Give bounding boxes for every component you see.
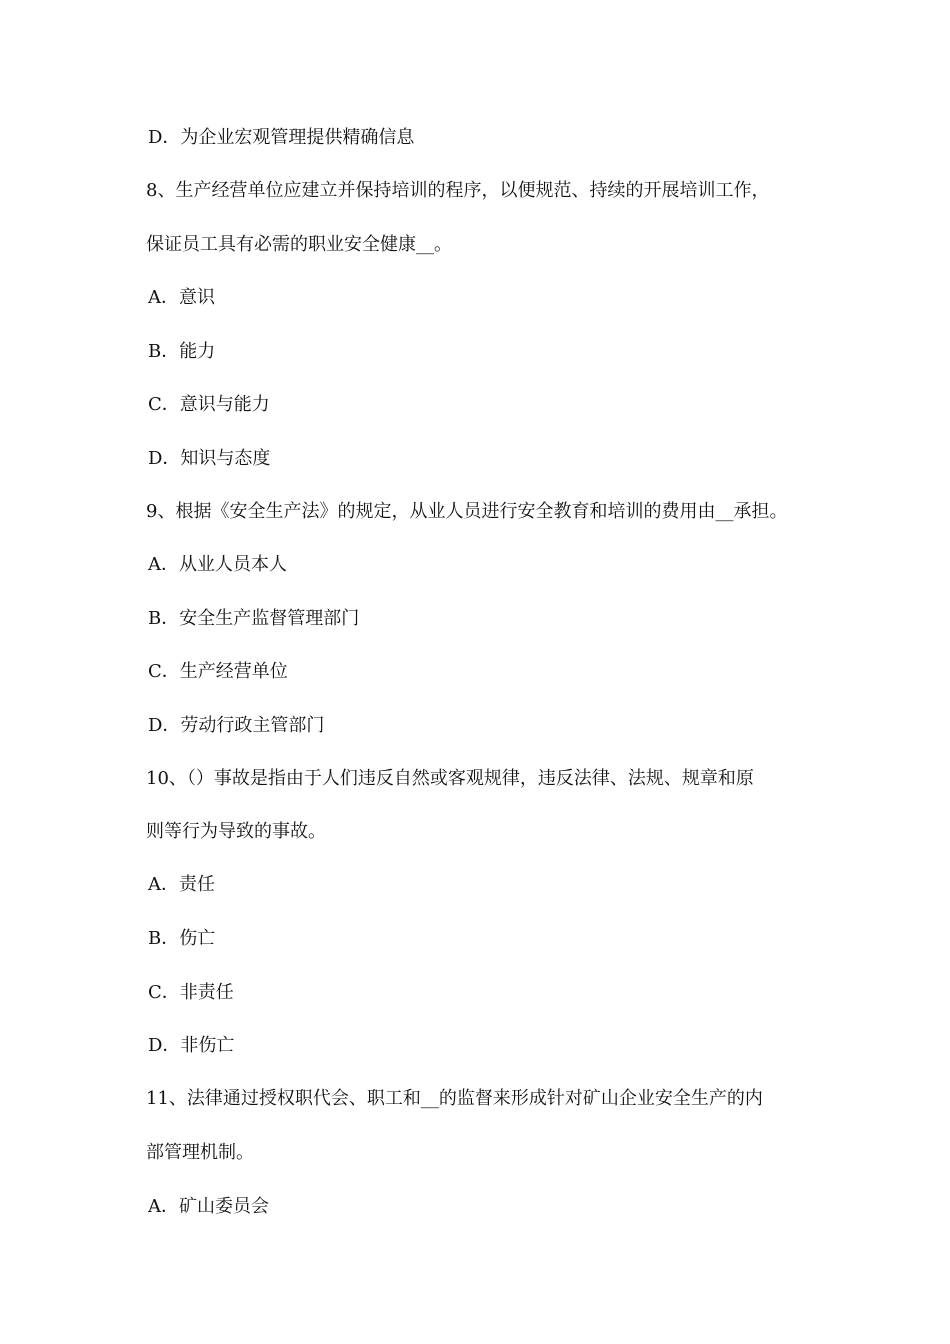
- q10-option-a: A．责任: [148, 874, 215, 895]
- q9-option-b: B．安全生产监督管理部门: [148, 608, 360, 629]
- q9-option-c: C．生产经营单位: [148, 661, 288, 682]
- q11-stem-line-1: 11、法律通过授权职代会、职工和__的监督来形成针对矿山企业安全生产的内: [146, 1088, 763, 1109]
- q9-option-d: D．劳动行政主管部门: [148, 715, 325, 736]
- q8-option-a: A．意识: [148, 287, 215, 308]
- q8-option-b: B．能力: [148, 341, 216, 362]
- q10-option-c: C．非责任: [148, 982, 234, 1003]
- q10-stem-line-1: 10、（）事故是指由于人们违反自然或客观规律，违反法律、法规、规章和原: [146, 768, 754, 789]
- q9-stem-line-1: 9、根据《安全生产法》的规定，从业人员进行安全教育和培训的费用由__承担。: [146, 501, 788, 522]
- q10-option-b: B．伤亡: [148, 928, 216, 949]
- q10-stem-line-2: 则等行为导致的事故。: [146, 821, 326, 842]
- q11-stem-line-2: 部管理机制。: [146, 1142, 254, 1163]
- q11-option-a: A．矿山委员会: [148, 1196, 269, 1217]
- q8-stem-line-1: 8、生产经营单位应建立并保持培训的程序，以便规范、持续的开展培训工作，: [146, 180, 770, 201]
- q8-option-c: C．意识与能力: [148, 394, 270, 415]
- q8-option-d: D．知识与态度: [148, 448, 271, 469]
- q10-option-d: D．非伤亡: [148, 1035, 235, 1056]
- q7-option-d: D．为企业宏观管理提供精确信息: [148, 127, 415, 148]
- q9-option-a: A．从业人员本人: [148, 554, 287, 575]
- q8-stem-line-2: 保证员工具有必需的职业安全健康__。: [146, 234, 452, 255]
